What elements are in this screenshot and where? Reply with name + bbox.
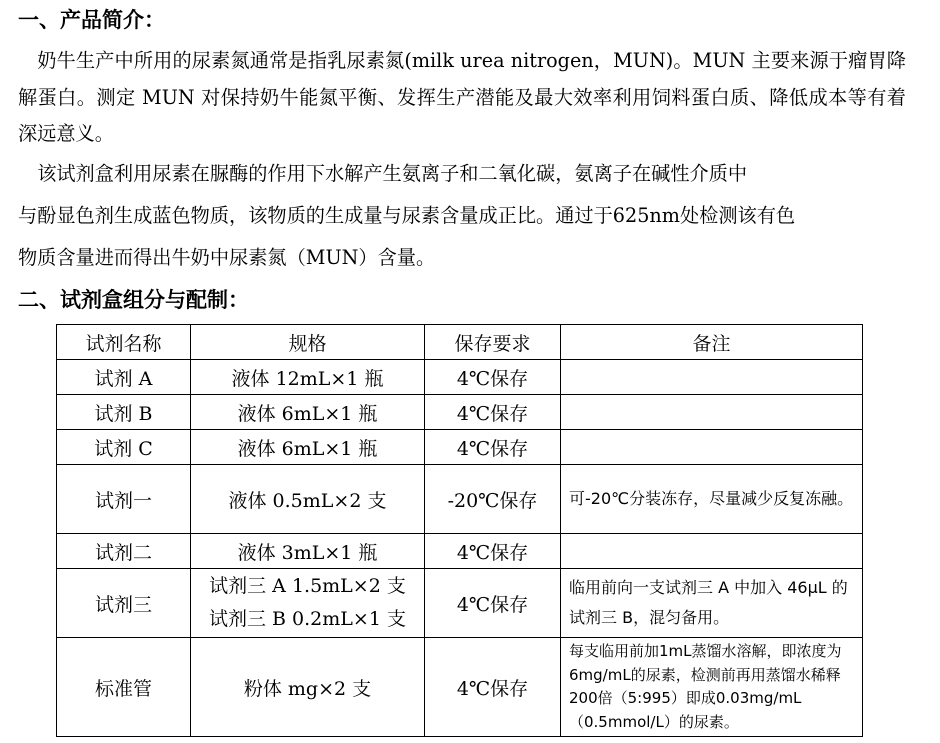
intro-paragraph-2 xyxy=(18,153,906,279)
header-specification: 规格 xyxy=(191,325,425,360)
reagent-note xyxy=(561,360,863,395)
table-row xyxy=(57,638,863,737)
intro-paragraph-2-line-1: 该试剂盒利用尿素在脲酶的作用下水解产生氨离子和二氧化碳，氨离子在碱性介质中 xyxy=(37,162,748,185)
reagent-storage: -20℃保存 xyxy=(425,465,561,534)
reagent-note xyxy=(561,430,863,465)
reagent-note xyxy=(561,534,863,569)
table-row xyxy=(57,465,863,534)
reagent-spec: 液体 6mL×1 瓶 xyxy=(191,430,425,465)
reagent-spec: 液体 6mL×1 瓶 xyxy=(191,395,425,430)
table-row xyxy=(57,395,863,430)
reagent-storage: 4℃保存 xyxy=(425,360,561,395)
reagent-storage: 4℃保存 xyxy=(425,534,561,569)
reagent-name: 标准管 xyxy=(57,638,191,737)
reagent-name: 试剂二 xyxy=(57,534,191,569)
reagent-storage: 4℃保存 xyxy=(425,569,561,638)
intro-paragraph-2-line-3: 物质含量进而得出牛奶中尿素氮（MUN）含量。 xyxy=(18,246,436,269)
section-title-product-intro: 一、产品简介： xyxy=(18,8,165,32)
reagent-spec: 液体 0.5mL×2 支 xyxy=(191,465,425,534)
table-row xyxy=(57,569,863,638)
reagent-name: 试剂三 xyxy=(57,569,191,638)
intro-paragraph-1: 奶牛生产中所用的尿素氮通常是指乳尿素氮(milk urea nitrogen，MUN)。MUN 主要来源于瘤胃降解蛋白。测定 MUN 对保持奶牛能氮平衡、发挥生产潜能及最大效率利用饲料蛋白质、降低成本等有着深远意义。 xyxy=(18,49,906,145)
reagent-name: 试剂一 xyxy=(57,465,191,534)
reagent-spec: 粉体 mg×2 支 xyxy=(191,638,425,737)
table-header-row xyxy=(57,325,863,360)
section-title-kit-components: 二、试剂盒组分与配制： xyxy=(18,288,249,312)
reagent-storage: 4℃保存 xyxy=(425,638,561,737)
reagent-note xyxy=(561,395,863,430)
reagent-storage: 4℃保存 xyxy=(425,395,561,430)
reagent-note: 每支临用前加1mL蒸馏水溶解，即浓度为6mg/mL的尿素，检测前再用蒸馏水稀释200倍（5:995）即成0.03mg/mL（0.5mmol/L）的尿素。 xyxy=(561,638,863,737)
table-row xyxy=(57,360,863,395)
reagent-spec-line-2: 试剂三 B 0.2mL×1 支 xyxy=(209,608,406,630)
table-row xyxy=(57,430,863,465)
reagent-name: 试剂 C xyxy=(57,430,191,465)
reagent-spec-line-1: 试剂三 A 1.5mL×2 支 xyxy=(209,575,406,597)
reagent-note: 临用前向一支试剂三 A 中加入 46μL 的试剂三 B，混匀备用。 xyxy=(561,569,863,638)
reagent-note: 可-20℃分装冻存，尽量减少反复冻融。 xyxy=(561,465,863,534)
reagent-storage: 4℃保存 xyxy=(425,430,561,465)
components-table xyxy=(56,324,863,737)
intro-paragraph-2-line-2: 与酚显色剂生成蓝色物质，该物质的生成量与尿素含量成正比。通过于625nm处检测该有色 xyxy=(18,204,796,227)
header-remarks: 备注 xyxy=(561,325,863,360)
reagent-spec: 液体 12mL×1 瓶 xyxy=(191,360,425,395)
reagent-spec xyxy=(191,569,425,638)
reagent-name: 试剂 B xyxy=(57,395,191,430)
reagent-name: 试剂 A xyxy=(57,360,191,395)
reagent-spec: 液体 3mL×1 瓶 xyxy=(191,534,425,569)
header-reagent-name: 试剂名称 xyxy=(57,325,191,360)
table-row xyxy=(57,534,863,569)
header-storage: 保存要求 xyxy=(425,325,561,360)
